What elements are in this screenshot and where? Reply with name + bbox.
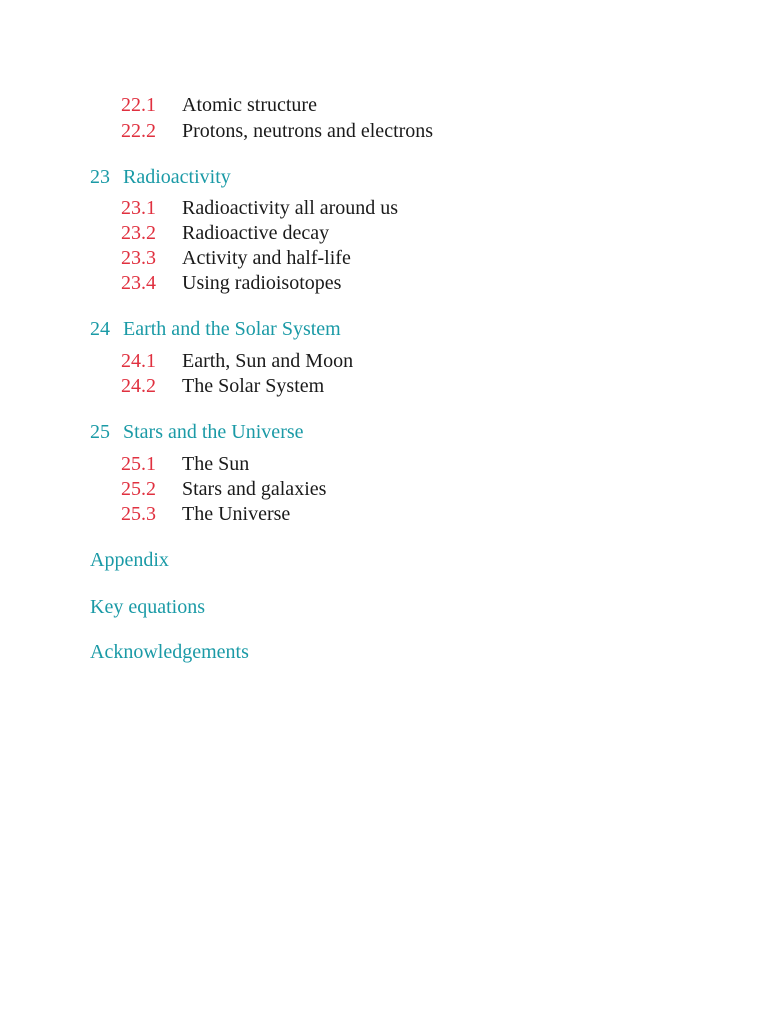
section-number: 23.2	[121, 222, 156, 244]
back-matter-title: Acknowledgements	[90, 641, 249, 663]
section-number: 25.2	[121, 478, 156, 500]
section-number: 24.1	[121, 350, 156, 372]
section-number: 23.1	[121, 197, 156, 219]
section-title: Radioactivity all around us	[182, 197, 399, 219]
section-title: The Solar System	[182, 375, 325, 397]
chapter-number: 25	[90, 421, 110, 443]
section-number: 24.2	[121, 375, 156, 397]
section-number: 22.1	[121, 94, 156, 116]
chapter-title: Radioactivity	[123, 166, 231, 188]
section-title: Earth, Sun and Moon	[182, 350, 354, 372]
section-title: Radioactive decay	[182, 222, 330, 244]
chapter-title: Stars and the Universe	[123, 421, 304, 443]
section-number: 25.1	[121, 453, 156, 475]
section-number: 25.3	[121, 503, 156, 525]
section-title: The Sun	[182, 453, 250, 475]
section-title: Protons, neutrons and electrons	[182, 120, 434, 142]
chapter-number: 24	[90, 318, 110, 340]
section-title: Atomic structure	[182, 94, 317, 116]
section-number: 23.3	[121, 247, 156, 269]
section-number: 23.4	[121, 272, 156, 294]
section-title: The Universe	[182, 503, 291, 525]
back-matter-title: Key equations	[90, 596, 205, 618]
chapter-title: Earth and the Solar System	[123, 318, 341, 340]
section-title: Using radioisotopes	[182, 272, 342, 294]
section-title: Stars and galaxies	[182, 478, 327, 500]
section-number: 22.2	[121, 120, 156, 142]
back-matter-title: Appendix	[90, 549, 169, 571]
chapter-number: 23	[90, 166, 110, 188]
section-title: Activity and half-life	[182, 247, 351, 269]
